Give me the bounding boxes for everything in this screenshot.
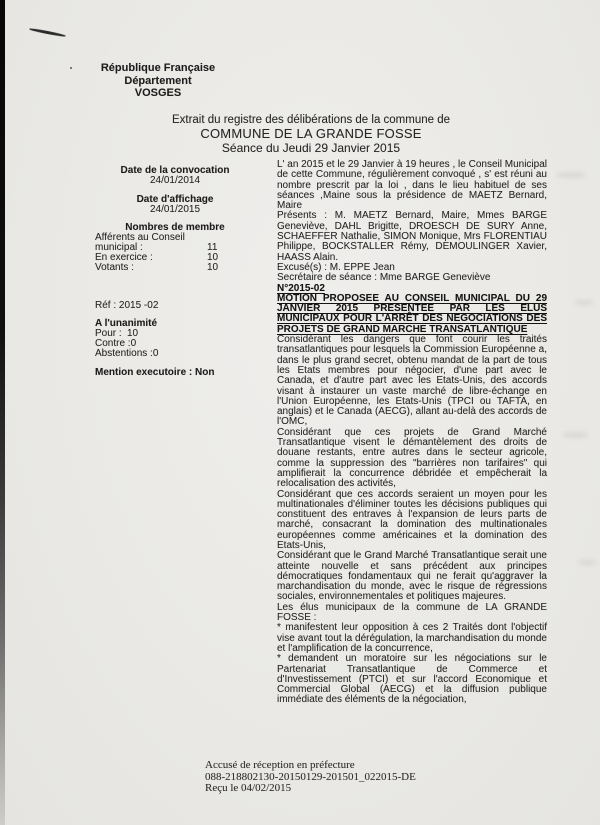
convocation-date-value: 24/01/2014 bbox=[149, 175, 201, 186]
vote-abstentions-value: 0 bbox=[152, 348, 159, 359]
members-exercice-value: 10 bbox=[207, 252, 219, 263]
deliberation-body bbox=[277, 160, 547, 706]
motion-title: MOTION PROPOSEE AU CONSEIL MUNICIPAL DU 29 JANVIER 2015 PRESENTEE PAR LES ELUS MUNICIPAUX POUR L'ARRÊT DES NEGOCIATIONS DES PROJETS DE GRAND MARCHE TRANSATLANTIQUE bbox=[277, 292, 547, 335]
title-line-seance: Séance du Jeudi 29 Janvier 2015 bbox=[221, 141, 401, 155]
title-line-commune: COMMUNE DE LA GRANDE FOSSE bbox=[200, 126, 422, 141]
vote-result-heading: A l'unanimité bbox=[95, 318, 158, 329]
members-afferents-value: 11 bbox=[207, 242, 218, 253]
considerant-paragraph: Considérant les dangers que font courir les traités transatlantiques pour lesquels la Commission Européenne a, dans le plus grand secret, obtenu mandat de la part de tous les Etats membres pour négocier, d'une part avec le Canada, et d'autre part avec les Etats-Unis, des accords visant à instaurer un vaste marché de libre-échange en l'Union Européenne, les Etats-Unis (TPCI ou TAFTA, en anglais) et le Canada (AECG), allant au-delà des accords de l'OMC, bbox=[277, 334, 547, 428]
scan-smudge bbox=[574, 300, 594, 305]
vote-pour-value: 10 bbox=[127, 328, 139, 339]
vote-abstentions-label: Abstentions : bbox=[95, 348, 153, 359]
department-label: Département bbox=[124, 74, 192, 87]
receipt-reference: 088-218802130-20150129-201501_022015-DE bbox=[205, 770, 416, 783]
scan-smudge bbox=[556, 172, 586, 178]
members-count-heading: Nombres de membre bbox=[125, 222, 225, 233]
display-date-value: 24/01/2015 bbox=[149, 204, 201, 215]
margin-notes-column bbox=[95, 163, 267, 378]
document-title-block bbox=[25, 113, 597, 155]
convocation-date-label: Date de la convocation bbox=[120, 165, 230, 176]
letterhead bbox=[88, 62, 228, 100]
receipt-date: Reçu le 04/02/2015 bbox=[205, 782, 292, 794]
vote-contre-label: Contre : bbox=[95, 338, 131, 349]
republic-line: République Française bbox=[100, 62, 216, 74]
vote-pour-label: Pour : bbox=[95, 328, 122, 339]
members-votants-label: Votants : bbox=[95, 262, 134, 273]
pen-stroke-artifact bbox=[29, 27, 66, 37]
reference-number: Réf : 2015 -02 bbox=[95, 300, 159, 311]
secretary-line: Secrétaire de séance : Mme BARGE Geneviève bbox=[277, 272, 491, 284]
members-exercice-label: En exercice : bbox=[95, 252, 153, 263]
considerant-paragraph: Considérant que ces projets de Grand Marché Transatlantique visent le démantèlement des droits de douane restants, entre autres dans le secteur agricole, comme la suppression des "barrières non tarifaires" qui amplifierait la concurrence débridée et empêcherait la relocalisation des activités, bbox=[277, 426, 547, 490]
members-row-afferents-line1: Afférents au Conseil bbox=[95, 232, 185, 243]
members-afferents-label: municipal : bbox=[95, 242, 143, 253]
title-line-extrait: Extrait du registre des délibérations de la commune de bbox=[171, 114, 451, 126]
resolution-intro: Les élus municipaux de la commune de LA GRANDE FOSSE : bbox=[277, 601, 547, 624]
session-intro-paragraph: L' an 2015 et le 29 Janvier à 19 heures , le Conseil Municipal de cette Commune, régulièrement convoqué , s' est réuni au nombre prescrit par la loi , dans le lieu habituel de ses séances ,Maine sous la présidence de MAETZ Bernard, Maire bbox=[277, 159, 547, 212]
department-name: VOSGES bbox=[134, 87, 182, 99]
considerant-paragraph: Considérant que ces accords seraient un moyen pour les multinationales d'éliminer toutes les décisions publiques qui constituent des entraves à l'expansion de leurs parts de marché, consacrant la domination des multinationales européennes comme américaines et la domination des Etats-Unis, bbox=[277, 488, 547, 551]
executory-mention: Mention executoire : Non bbox=[95, 367, 215, 378]
excused-line: Excusé(s) : M. EPPE Jean bbox=[277, 261, 395, 273]
vote-contre-value: 0 bbox=[130, 338, 137, 349]
motion-number: N°2015-02 bbox=[277, 282, 325, 294]
considerant-paragraph: Considérant que le Grand Marché Transatlantique serait une atteinte nouvelle et sans précédent aux principes démocratiques fondamentaux qui ne ferait qu'aggraver la marchandisation du monde, avec le risque de régressions sociales, environnementales et politiques majeures. bbox=[277, 550, 547, 603]
members-votants-value: 10 bbox=[207, 262, 219, 273]
attendees-paragraph: Présents : M. MAETZ Bernard, Maire, Mmes BARGE Geneviève, DAHL Brigitte, DROESCH DE SURY Anne, SCHAEFFER Nathalie, SIMON Monique, Mrs FLORENTIAU Philippe, BOCKSTALLER Rémy, DEMOULINGER Xavier, HAASS Alain. bbox=[277, 210, 547, 263]
resolution-item: * demandent un moratoire sur les négociations sur le Partenariat Transatlantique de Commerce et d'Investissement (PTCI) et sur l'accord Economique et Commercial Global (AECG) et la diffusion publique immédiate des éléments de la négociation, bbox=[277, 653, 547, 706]
scan-smudge bbox=[578, 560, 596, 565]
scan-smudge bbox=[562, 432, 588, 438]
prefecture-receipt-stamp bbox=[205, 760, 416, 795]
vote-row-abstentions bbox=[95, 349, 267, 359]
ink-dot-artifact bbox=[70, 67, 72, 69]
members-row-votants bbox=[95, 263, 267, 273]
receipt-line: Accusé de réception en préfecture bbox=[205, 759, 355, 771]
resolution-item: * manifestent leur opposition à ces 2 Traités dont l'objectif vise avant tout la dérégulation, la marchandisation du monde et l'amplification de la concurrence, bbox=[277, 622, 547, 654]
scan-edge-artifact bbox=[0, 0, 5, 825]
display-date-label: Date d'affichage bbox=[136, 194, 214, 205]
